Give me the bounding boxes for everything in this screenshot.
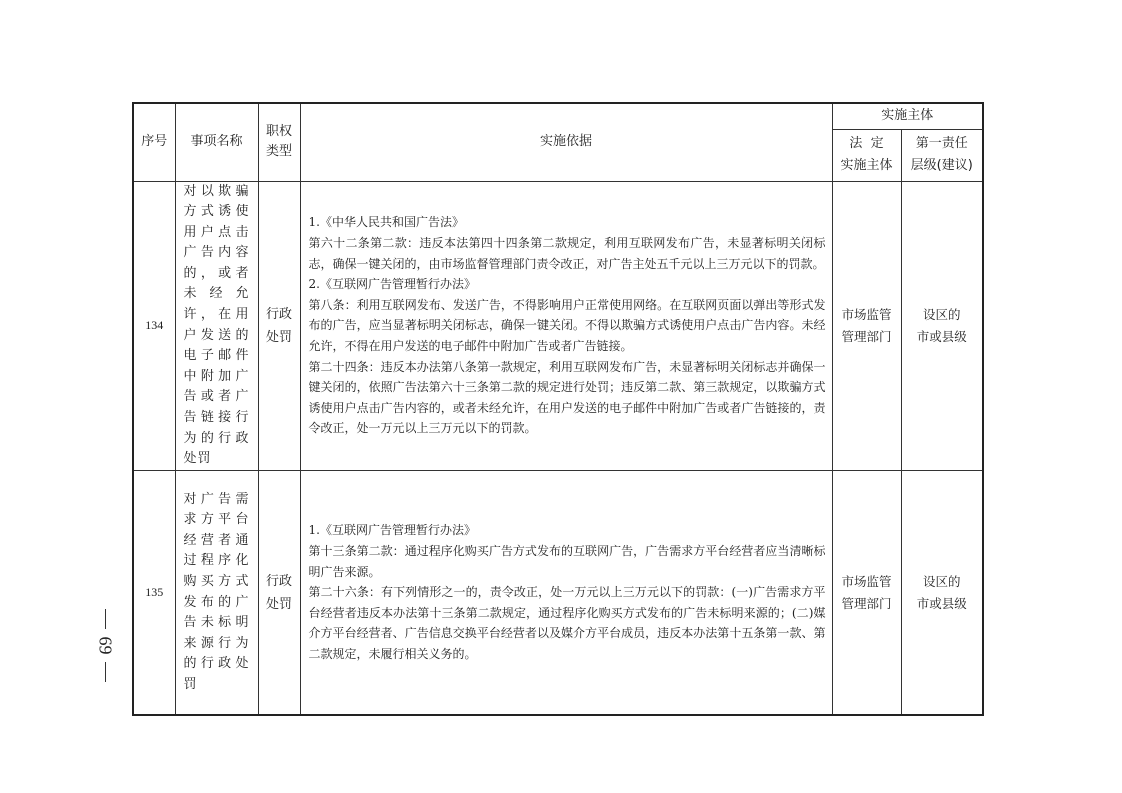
basis-paragraph: 第十三条第二款：通过程序化购买广告方式发布的互联网广告，广告需求方平台经营者应当清晰标明广告来源。 [308, 544, 826, 579]
row-legal-subject [832, 470, 901, 715]
row-item-name: 对以欺骗方式诱使用户点击广告内容的，或者未经允许，在用户发送的电子邮件中附加广告或者广告链接行为的行政处罚 [175, 181, 258, 470]
row-legal-line1: 市场监管 [841, 306, 892, 322]
row-basis [300, 470, 832, 715]
row-seq: 134 [133, 181, 175, 470]
header-legal-line1: 法 定 [849, 136, 884, 151]
table-row [133, 181, 983, 470]
row-power-type [258, 470, 300, 715]
basis-paragraph: 1.《中华人民共和国广告法》 [308, 215, 464, 230]
row-responsibility-level [901, 470, 983, 715]
header-legal-line2: 实施主体 [840, 158, 893, 173]
row-legal-line1: 市场监管 [841, 573, 892, 589]
basis-paragraph: 第二十四条：违反本办法第八条第一款规定，利用互联网发布广告，未显著标明关闭标志并确保一键关闭的，依照广告法第六十三条第二款的规定进行处罚；违反第二款、第三款规定，以欺骗方式诱使用户点击广告内容的，或者未经允许，在用户发送的电子邮件中附加广告或者广告链接的，责令改正，处一万元以上三万元以下的罚款。 [308, 359, 826, 436]
row-level-line1: 设区的 [923, 573, 961, 589]
regulation-table [132, 102, 984, 716]
row-legal-line2: 管理部门 [841, 595, 892, 611]
row-seq: 135 [133, 470, 175, 715]
row-responsibility-level [901, 181, 983, 470]
header-basis: 实施依据 [300, 103, 832, 181]
header-first-responsibility [901, 129, 983, 181]
header-first-resp-line1: 第一责任 [915, 136, 968, 151]
page-number-dash-bottom [105, 662, 106, 682]
row-legal-subject [832, 181, 901, 470]
row-power-type [258, 181, 300, 470]
row-power-type-line1: 行政 [265, 573, 292, 589]
basis-paragraph: 1.《互联网广告管理暂行办法》 [308, 523, 476, 538]
page-number-text: 69 [95, 636, 116, 654]
row-power-type-line2: 处罚 [265, 329, 292, 345]
table-row [133, 470, 983, 715]
row-level-line1: 设区的 [923, 306, 961, 322]
basis-paragraph: 2.《互联网广告管理暂行办法》 [308, 277, 476, 292]
page-number-dash-top [105, 609, 106, 629]
header-item-name: 事项名称 [175, 103, 258, 181]
basis-paragraph: 第六十二条第二款：违反本法第四十四条第二款规定，利用互联网发布广告，未显著标明关闭标志，确保一键关闭的，由市场监督管理部门责令改正，对广告主处五千元以上三万元以下的罚款。 [308, 235, 826, 271]
basis-paragraph: 第二十六条：有下列情形之一的，责令改正，处一万元以上三万元以下的罚款：(一)广告需求方平台经营者违反本办法第十三条第二款规定，通过程序化购买方式发布的广告未标明来源的；(二)媒介方平台经营者、广告信息交换平台经营者以及媒介方平台成员，违反本办法第十五条第一款、第二款规定，未履行相关义务的。 [308, 585, 826, 662]
header-power-type-line1: 职权 [265, 124, 292, 140]
row-legal-line2: 管理部门 [841, 328, 892, 344]
header-legal-subject [832, 129, 901, 181]
header-subject: 实施主体 [832, 103, 983, 129]
row-level-line2: 市或县级 [916, 595, 967, 611]
row-level-line2: 市或县级 [916, 328, 967, 344]
header-power-type-line2: 类型 [265, 144, 292, 160]
page-number [85, 600, 125, 690]
row-item-name: 对广告需求方平台经营者通过程序化购买方式发布的广告未标明来源行为的行政处罚 [175, 470, 258, 715]
header-first-resp-line2: 层级(建议) [910, 158, 973, 173]
row-power-type-line1: 行政 [265, 306, 292, 322]
header-power-type [258, 103, 300, 181]
basis-paragraph: 第八条：利用互联网发布、发送广告，不得影响用户正常使用网络。在互联网页面以弹出等形式发布的广告，应当显著标明关闭标志，确保一键关闭。不得以欺骗方式诱使用户点击广告内容。未经允许，不得在用户发送的电子邮件中附加广告或者广告链接。 [308, 297, 826, 353]
header-seq: 序号 [133, 103, 175, 181]
row-basis [300, 181, 832, 470]
row-power-type-line2: 处罚 [265, 596, 292, 612]
